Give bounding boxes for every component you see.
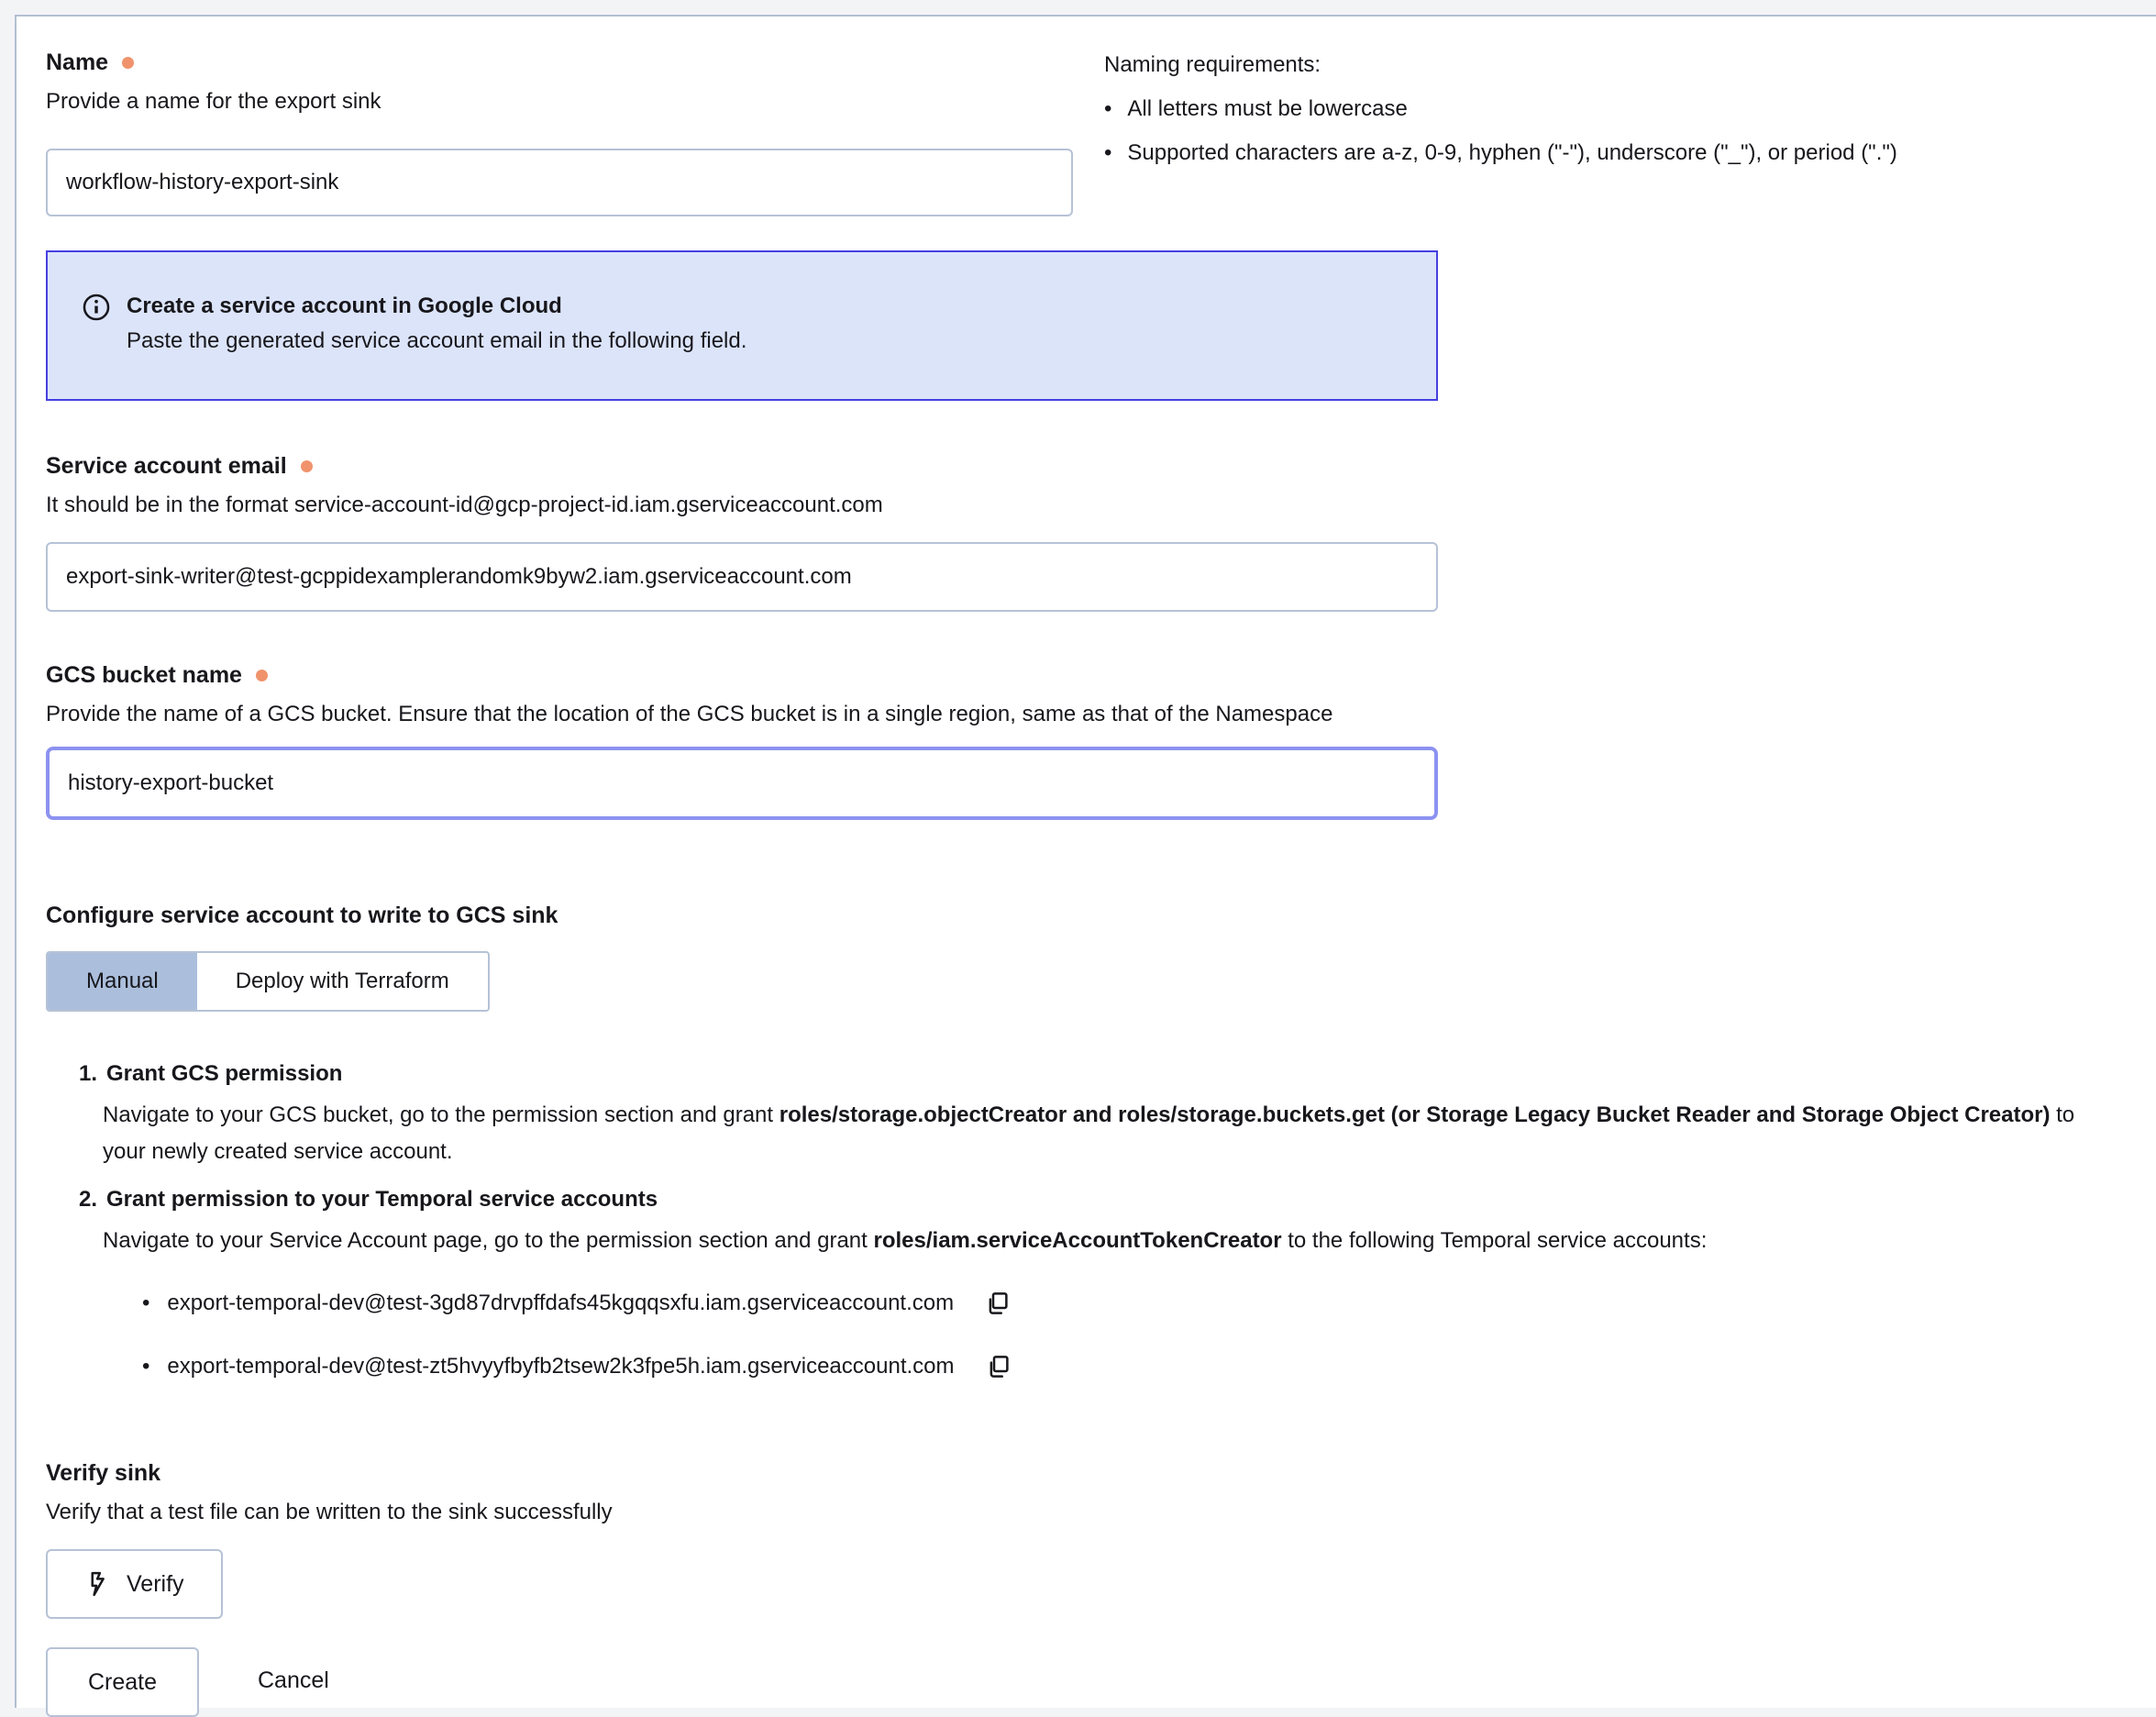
- service-account-description: It should be in the format service-account-id@gcp-project-id.iam.gserviceaccount.com: [46, 493, 883, 517]
- bucket-label: [46, 660, 2112, 691]
- verify-title: Verify sink: [46, 1460, 161, 1486]
- info-banner-body: Paste the generated service account email in the following field.: [127, 328, 747, 353]
- name-label-text: Name: [46, 50, 109, 75]
- verify-description: Verify that a test file can be written to the sink successfully: [46, 1500, 613, 1524]
- step-heading: [79, 1184, 2112, 1215]
- configure-tab-group: [46, 951, 490, 1012]
- step-grant-gcs-permission: [79, 1058, 2112, 1170]
- naming-requirements-title: Naming requirements:: [1104, 52, 1321, 77]
- configure-section: [46, 901, 2112, 1385]
- name-field-group: [46, 48, 1073, 216]
- configure-title: Configure service account to write to GCS sink: [46, 903, 558, 928]
- bullet-icon: •: [142, 1354, 150, 1379]
- required-dot-icon: [301, 460, 313, 472]
- name-description: Provide a name for the export sink: [46, 89, 381, 114]
- step-title: Grant GCS permission: [106, 1061, 343, 1086]
- top-row: [46, 48, 2112, 216]
- name-label: [46, 48, 1073, 78]
- naming-requirement-item: • All letters must be lowercase: [1104, 94, 2112, 124]
- step-title: Grant permission to your Temporal service accounts: [106, 1187, 658, 1212]
- info-banner-title: Create a service account in Google Cloud: [127, 294, 562, 318]
- info-banner-content: [127, 289, 746, 359]
- verify-button[interactable]: Verify: [46, 1549, 223, 1619]
- step-heading: [79, 1058, 2112, 1090]
- naming-requirements: [1104, 48, 2112, 168]
- bullet-icon: •: [1104, 140, 1112, 165]
- gcs-bucket-name-input[interactable]: [46, 747, 1438, 820]
- create-button[interactable]: Create: [46, 1647, 199, 1717]
- step-body: Navigate to your Service Account page, go to the permission section and grant roles/iam.serviceAccountTokenCreator to the following Temporal service accounts:: [103, 1228, 1708, 1253]
- required-dot-icon: [256, 670, 268, 681]
- bullet-icon: •: [142, 1291, 150, 1315]
- step-number: 2.: [79, 1187, 98, 1212]
- export-sink-form-panel: [15, 15, 2156, 1708]
- service-account-email-input[interactable]: [46, 542, 1438, 612]
- temporal-service-account-item: [142, 1348, 2112, 1385]
- temporal-service-account-item: [142, 1285, 2112, 1322]
- bucket-description: Provide the name of a GCS bucket. Ensure that the location of the GCS bucket is in a single region, same as that of the Namespace: [46, 702, 1333, 726]
- step-grant-temporal-permission: [79, 1184, 2112, 1259]
- bullet-icon: •: [1104, 96, 1112, 121]
- step-number: 1.: [79, 1061, 98, 1086]
- verify-section: [46, 1458, 2112, 1619]
- required-dot-icon: [122, 57, 134, 69]
- info-icon: [81, 292, 112, 323]
- service-account-field-group: [46, 451, 2112, 612]
- name-input[interactable]: [46, 149, 1073, 216]
- bucket-label-text: GCS bucket name: [46, 662, 242, 688]
- copy-icon[interactable]: [982, 1288, 1013, 1319]
- naming-requirement-item: • Supported characters are a-z, 0-9, hyphen ("-"), underscore ("_"), or period ("."): [1104, 138, 2112, 168]
- bucket-field-group: [46, 660, 2112, 820]
- lightning-icon: [84, 1570, 112, 1598]
- service-account-email-text: export-temporal-dev@test-3gd87drvpffdafs45kgqqsxfu.iam.gserviceaccount.com: [167, 1291, 955, 1315]
- form-actions: [46, 1647, 2112, 1717]
- tab-deploy-with-terraform[interactable]: Deploy with Terraform: [235, 969, 449, 993]
- tab-manual[interactable]: Manual: [48, 953, 197, 1010]
- cancel-button[interactable]: Cancel: [258, 1647, 329, 1694]
- service-account-label: [46, 451, 2112, 482]
- service-account-email-text: export-temporal-dev@test-zt5hvyyfbyfb2tsew2k3fpe5h.iam.gserviceaccount.com: [167, 1354, 955, 1379]
- copy-icon[interactable]: [983, 1351, 1014, 1382]
- step-body: Navigate to your GCS bucket, go to the permission section and grant roles/storage.objectCreator and roles/storage.buckets.get (or Storage Legacy Bucket Reader and Storage Object Creator) to your newly created service account.: [103, 1102, 2075, 1164]
- service-account-label-text: Service account email: [46, 453, 287, 479]
- info-banner: [46, 250, 1438, 401]
- manual-steps: [79, 1058, 2112, 1259]
- temporal-service-account-list: [142, 1285, 2112, 1385]
